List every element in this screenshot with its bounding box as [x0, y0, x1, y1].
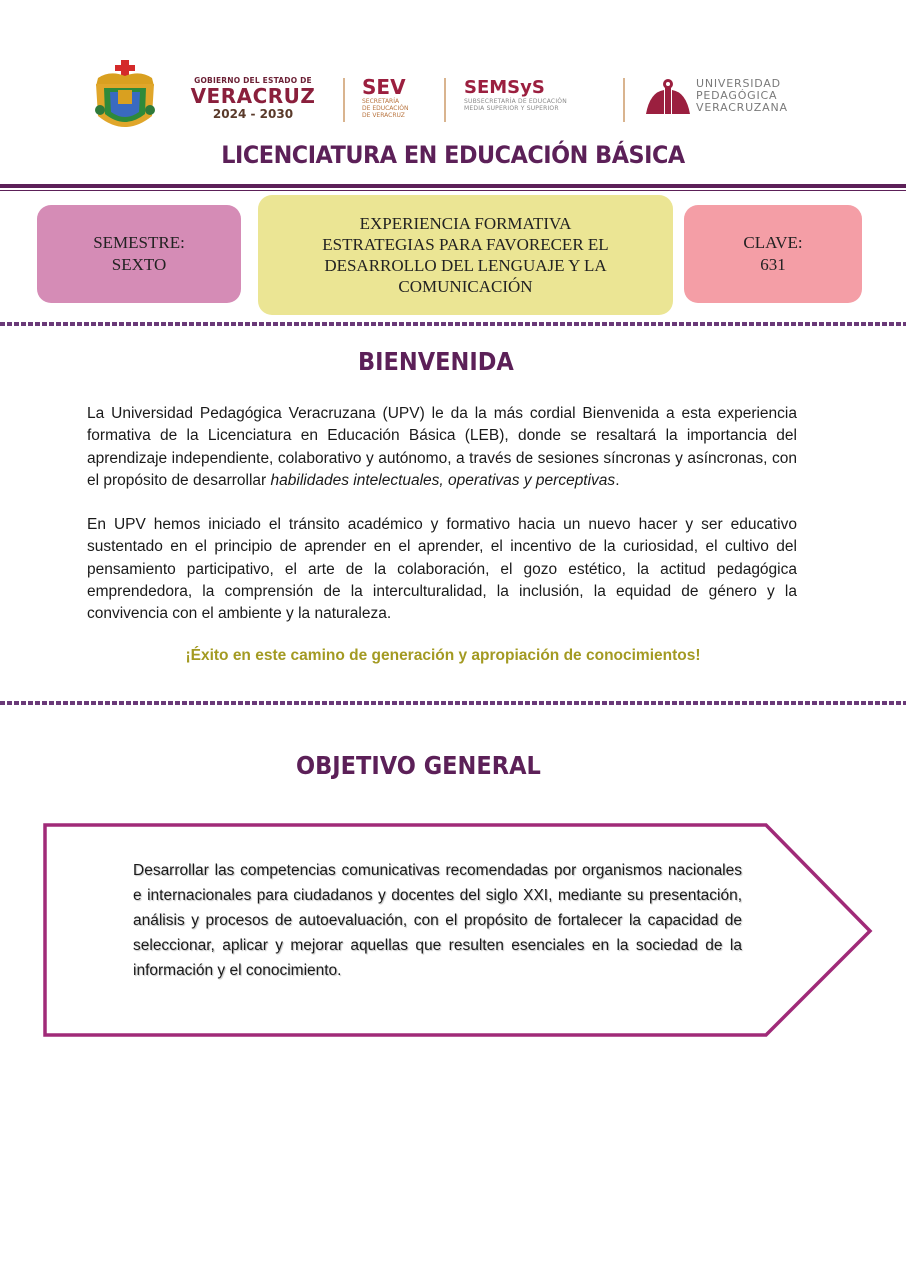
- sev-name: SEV: [362, 75, 406, 99]
- gobierno-line1: GOBIERNO DEL ESTADO DE: [194, 76, 312, 85]
- semestre-box: [37, 205, 241, 303]
- experiencia-line2: ESTRATEGIAS PARA FAVORECER EL: [322, 235, 609, 254]
- sev-line2: DE EDUCACIÓN: [362, 105, 409, 112]
- bienvenida-p1-end: .: [615, 471, 620, 489]
- sev-line1: SECRETARÍA: [362, 98, 400, 105]
- logo-divider: [623, 78, 625, 122]
- experiencia-line1: EXPERIENCIA FORMATIVA: [359, 214, 572, 233]
- semsys-line1: SUBSECRETARÍA DE EDUCACIÓN: [464, 98, 567, 105]
- gobierno-veracruz-logo: [182, 76, 324, 121]
- title-divider: [0, 184, 906, 188]
- dotted-divider: [0, 322, 906, 326]
- semsys-name: SEMSyS: [464, 77, 545, 98]
- upv-logo-text: [696, 78, 788, 114]
- upv-line2: PEDAGÓGICA: [696, 89, 778, 102]
- bienvenida-p1-italic: habilidades intelectuales, operativas y perceptivas: [270, 471, 616, 489]
- bienvenida-heading: BIENVENIDA: [358, 347, 514, 376]
- title-divider-thin: [0, 190, 906, 191]
- clave-value: 631: [760, 255, 786, 274]
- upv-line1: UNIVERSIDAD: [696, 77, 781, 90]
- gobierno-line2: VERACRUZ: [190, 84, 316, 108]
- bienvenida-paragraph-2: En UPV hemos iniciado el tránsito académico y formativo hacia un nuevo hacer y ser educativo sustentado en el principio de aprender en el aprender, el incentivo de la curiosidad, el cultivo del pensamiento participativo, el arte de la colaboración, el gozo estético, la actitud pedagógica emprendedora, la comprensión de la interculturalidad, la inclusión, la equidad de género y la convivencia con el ambiente y la naturaleza.: [87, 516, 797, 623]
- logo-divider: [343, 78, 345, 122]
- objetivo-text: Desarrollar las competencias comunicativas recomendadas por organismos nacionales e internacionales para ciudadanos y docentes del siglo XXI, mediante su presentación, análisis y procesos de autoevaluación, con el propósito de fortalecer la capacidad de seleccionar, aplicar y mejorar aquellas que resulten esenciales en la sociedad de la información y el conocimiento.: [133, 862, 742, 979]
- experiencia-formativa-box: [258, 195, 673, 315]
- semestre-value: SEXTO: [111, 255, 167, 274]
- sev-line3: DE VERACRUZ: [362, 112, 405, 119]
- experiencia-line4: COMUNICACIÓN: [398, 277, 533, 296]
- semestre-label: SEMESTRE:: [93, 233, 185, 252]
- page-title: LICENCIATURA EN EDUCACIÓN BÁSICA: [221, 141, 685, 169]
- bienvenida-paragraph-1: [87, 403, 797, 492]
- veracruz-coat-of-arms-icon: [90, 60, 160, 138]
- upv-emblem-icon: [644, 78, 692, 118]
- closing-message: ¡Éxito en este camino de generación y apropiación de conocimientos!: [185, 647, 701, 664]
- semsys-line2: MEDIA SUPERIOR Y SUPERIOR: [464, 105, 559, 112]
- clave-label: CLAVE:: [743, 233, 803, 252]
- semsys-logo: [464, 78, 567, 112]
- sev-logo: [362, 76, 408, 119]
- experiencia-line3: DESARROLLO DEL LENGUAJE Y LA: [324, 256, 607, 275]
- clave-box: [684, 205, 862, 303]
- logo-divider: [444, 78, 446, 122]
- objetivo-heading: OBJETIVO GENERAL: [296, 751, 541, 780]
- dotted-divider: [0, 701, 906, 705]
- header-logos: [0, 58, 906, 142]
- upv-line3: VERACRUZANA: [696, 101, 788, 114]
- bienvenida-p1-text: La Universidad Pedagógica Veracruzana (UPV) le da la más cordial Bienvenida a esta experiencia formativa de la Licenciatura en Educación Básica (LEB), donde se resaltará la importancia del aprendizaje independiente, colaborativo y autónomo, a través de sesiones síncronas y asíncronas, con el propósito de desarrollar: [87, 405, 797, 489]
- gobierno-line3: 2024 - 2030: [212, 107, 294, 121]
